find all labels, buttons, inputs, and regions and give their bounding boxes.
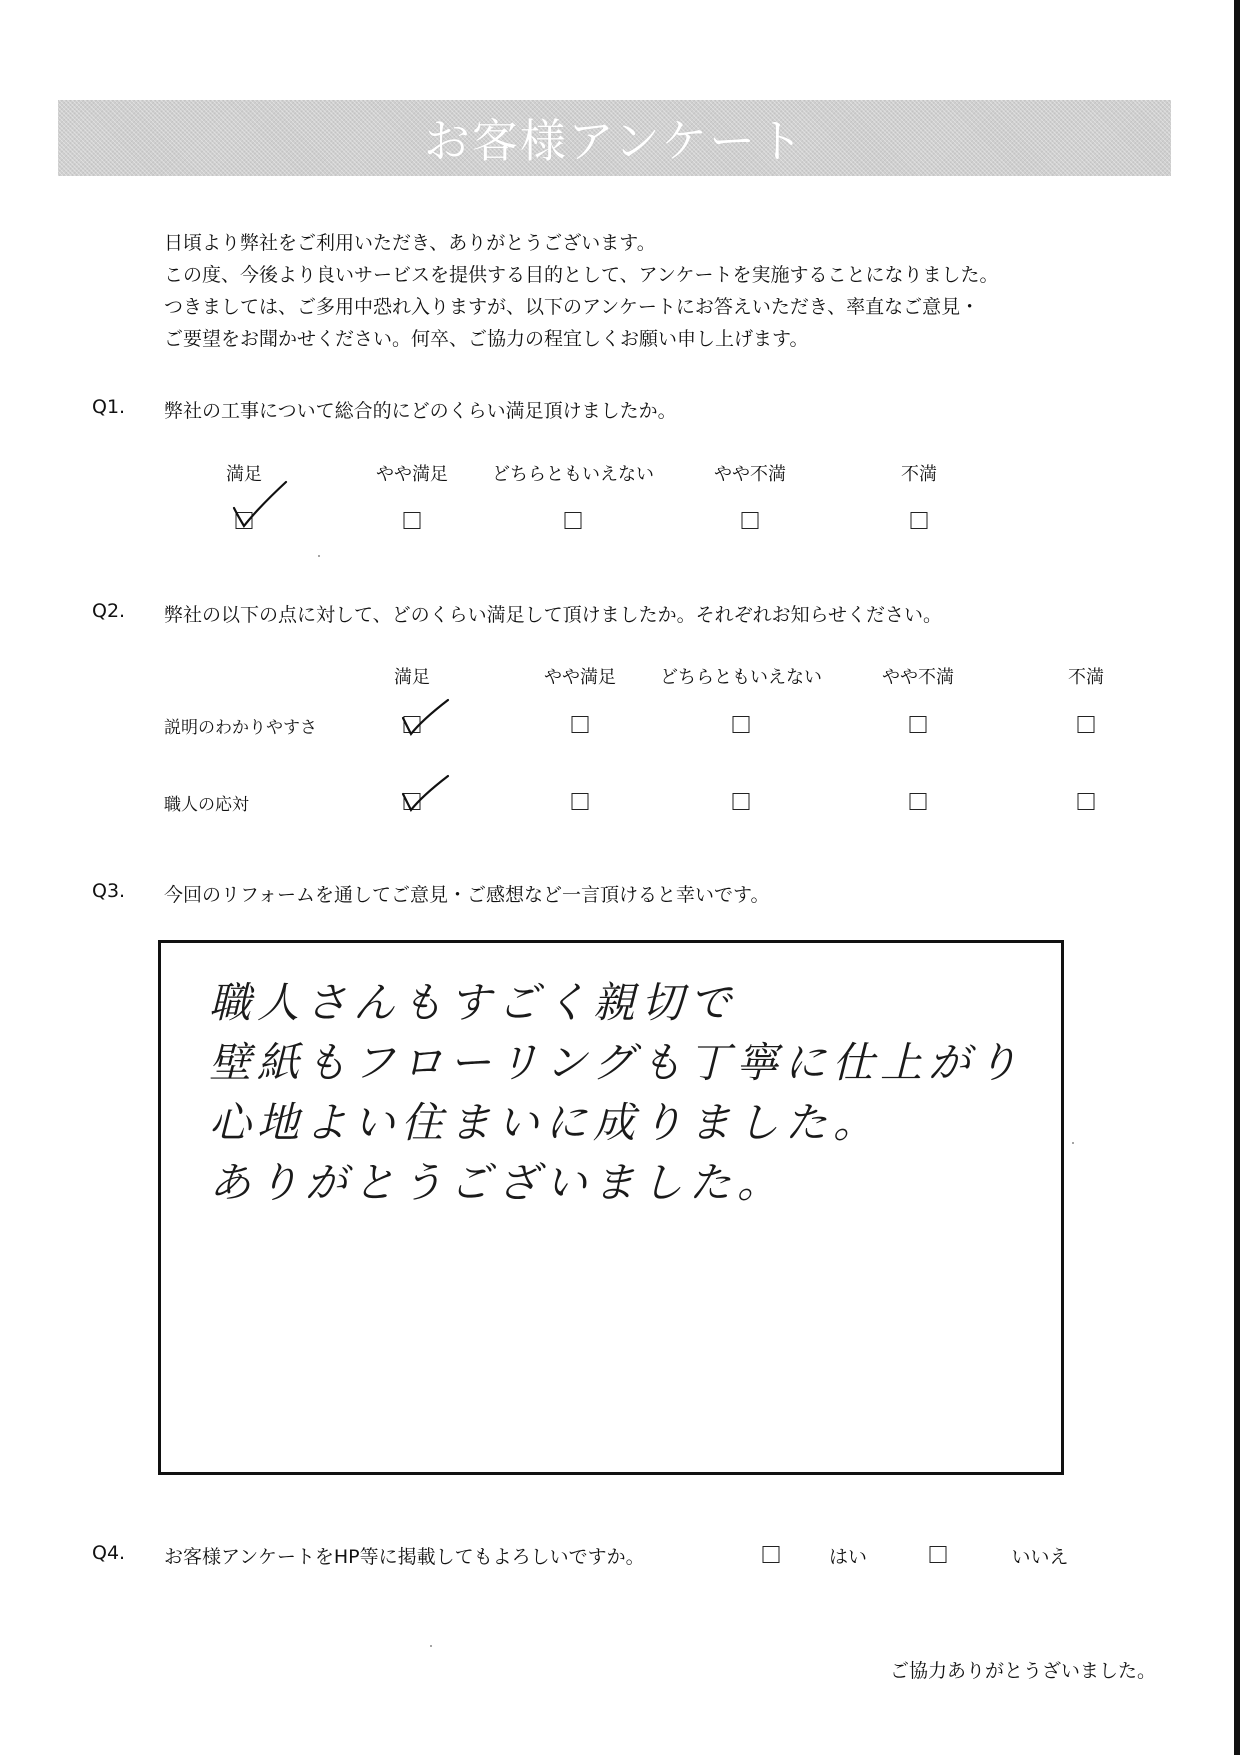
q2-row-label: 説明のわかりやすさ — [164, 718, 317, 738]
q4-checkbox-yes[interactable] — [763, 1546, 780, 1563]
q4-number: Q4. — [92, 1542, 126, 1564]
q2-row1-checkbox-somewhat-dissatisfied[interactable] — [910, 716, 927, 733]
q1-question: 弊社の工事について総合的にどのくらい満足頂けましたか。 — [164, 400, 677, 422]
handwritten-line: 職人さんもすごく親切で — [209, 978, 738, 1027]
q1-option-label: やや不満 — [714, 464, 786, 485]
q2-row2-checkbox-dissatisfied[interactable] — [1078, 793, 1095, 810]
q1-option-label: どちらともいえない — [492, 464, 654, 485]
comment-box[interactable] — [158, 940, 1064, 1475]
scan-speck — [318, 555, 320, 557]
q1-option-label: やや満足 — [376, 464, 448, 485]
q1-checkbox-somewhat-dissatisfied[interactable] — [742, 512, 759, 529]
q1-checkbox-somewhat-satisfied[interactable] — [404, 512, 421, 529]
q4-question: お客様アンケートをHP等に掲載してもよろしいですか。 — [164, 1546, 645, 1568]
q2-row2-checkbox-neutral[interactable] — [733, 793, 750, 810]
intro-line: 日頃より弊社をご利用いただき、ありがとうございます。 — [164, 232, 656, 254]
q2-option-label: 満足 — [394, 667, 430, 688]
q4-yes-label: はい — [828, 1546, 868, 1568]
q2-row2-checkbox-somewhat-satisfied[interactable] — [572, 793, 589, 810]
q2-row1-checkbox-neutral[interactable] — [733, 716, 750, 733]
q2-row2-checkbox-somewhat-dissatisfied[interactable] — [910, 793, 927, 810]
q1-checkbox-neutral[interactable] — [565, 512, 582, 529]
check-mark-icon — [398, 696, 454, 740]
q4-checkbox-no[interactable] — [930, 1546, 947, 1563]
q2-row1-checkbox-dissatisfied[interactable] — [1078, 716, 1095, 733]
q1-checkbox-dissatisfied[interactable] — [911, 512, 928, 529]
closing-message: ご協力ありがとうざいました。 — [889, 1660, 1156, 1682]
page-title: お客様アンケート — [423, 114, 806, 168]
check-mark-icon — [228, 478, 298, 538]
check-mark-icon — [398, 772, 454, 816]
q1-option-label: 満足 — [226, 464, 262, 485]
scan-speck — [1072, 1142, 1074, 1144]
q2-option-label: 不満 — [1068, 667, 1104, 688]
q2-row1-checkbox-somewhat-satisfied[interactable] — [572, 716, 589, 733]
q2-option-label: やや満足 — [544, 667, 616, 688]
q3-number: Q3. — [92, 880, 126, 902]
scan-speck — [430, 1645, 432, 1647]
handwritten-line: 壁紙もフローリングも丁寧に仕上がり — [209, 1038, 1025, 1087]
q2-question: 弊社の以下の点に対して、どのくらい満足して頂けましたか。それぞれお知らせください。 — [164, 604, 943, 626]
intro-paragraph — [164, 227, 1124, 355]
q2-row-label: 職人の応対 — [164, 795, 249, 815]
q3-question: 今回のリフォームを通してご意見・ご感想など一言頂けると幸いです。 — [164, 884, 770, 906]
q4-no-label: いいえ — [1011, 1546, 1069, 1568]
q2-option-label: どちらともいえない — [660, 667, 822, 688]
intro-line: この度、今後より良いサービスを提供する目的として、アンケートを実施することになりました。 — [164, 264, 999, 286]
title-banner — [58, 100, 1171, 176]
intro-line: ご要望をお聞かせください。何卒、ご協力の程宜しくお願い申し上げます。 — [164, 328, 809, 350]
q2-number: Q2. — [92, 600, 126, 622]
q2-option-label: やや不満 — [882, 667, 954, 688]
intro-line: つきましては、ご多用中恐れ入りますが、以下のアンケートにお答えいただき、率直なご意見・ — [164, 296, 980, 318]
q1-option-label: 不満 — [901, 464, 937, 485]
handwritten-comment — [209, 973, 1029, 1213]
handwritten-line: 心地よい住まいに成りました。 — [209, 1098, 882, 1147]
scan-edge — [1234, 0, 1240, 1755]
handwritten-line: ありがとうございました。 — [209, 1158, 786, 1207]
q1-number: Q1. — [92, 396, 126, 418]
